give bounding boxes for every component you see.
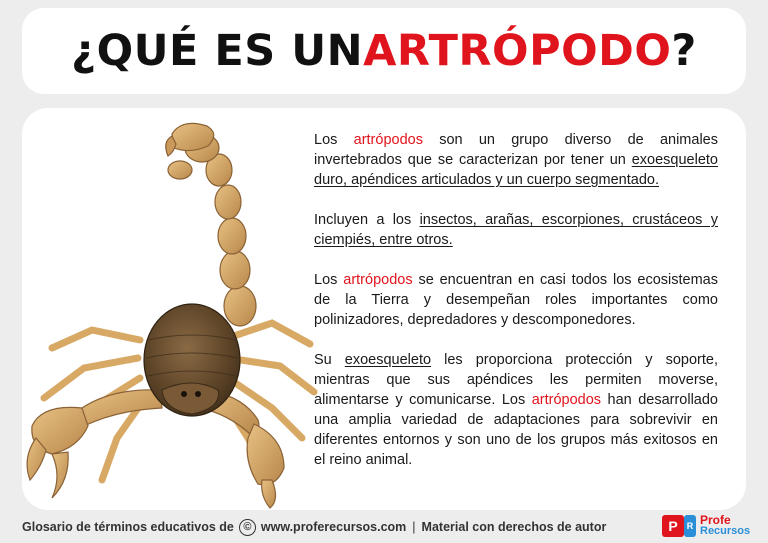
p4-text-c: han desarrollado una amplia variedad de adaptaciones para sobrevivir en diferentes entornos y son uno de los grupos más exitosos en el reino animal. [314, 392, 718, 468]
p4-underlined: exoesqueleto [344, 352, 432, 368]
p3-text-b: se encuentran en casi todos los ecosistemas de la Tierra y desempeñan roles importantes como polinizadores, depredadores y descomponedores. [314, 272, 718, 328]
scorpion-illustration [22, 108, 322, 510]
p4-text-a: Su [314, 352, 345, 368]
paragraph-definition [314, 130, 718, 190]
p3-text-a: Los [314, 272, 344, 288]
logo-p-icon: P [662, 515, 684, 537]
p1-highlight: artrópodos [353, 132, 423, 148]
brand-name [700, 515, 750, 537]
title-suffix: ? [671, 26, 697, 76]
page-title [22, 8, 746, 94]
p4-highlight: artrópodos [531, 392, 602, 408]
p1-text-a: Los [314, 132, 354, 148]
brand-name-1: Profe [700, 513, 731, 527]
p1-underlined: exoesqueleto duro, apéndices articulados y un cuerpo segmentado. [314, 152, 718, 188]
p3-highlight: artrópodos [343, 272, 413, 288]
p4-text-b: les proporciona protección y soporte, mientras que sus apéndices les permiten moverse, alimentarse y comunicarse. Los [314, 352, 718, 408]
footer-glossary: Glosario de términos educativos de [22, 520, 234, 534]
footer-website-link[interactable]: www.proferecursos.com [260, 520, 407, 534]
paragraph-examples [314, 210, 718, 250]
paragraph-adaptations [314, 350, 718, 470]
brand-name-2: Recursos [700, 525, 751, 537]
p2-underlined: insectos, arañas, escorpiones, crustáceos y ciempiés, entre otros. [314, 212, 718, 248]
footer-separator: | [412, 520, 416, 534]
description-text [314, 130, 718, 490]
footer [22, 516, 606, 538]
copyright-icon: © [239, 519, 256, 536]
p1-text-b: son un grupo diverso de animales invertebrados que se caracterizan por tener un [314, 132, 718, 168]
content-card [22, 108, 746, 510]
footer-rights: Material con derechos de autor [421, 520, 607, 534]
p2-text-a: Incluyen a los [314, 212, 420, 228]
logo-r-icon: R [684, 515, 696, 537]
paragraph-ecosystems [314, 270, 718, 330]
brand-logo [662, 512, 750, 540]
title-accent: ARTRÓPODO [363, 26, 672, 76]
title-prefix: ¿QUÉ ES UN [71, 26, 364, 76]
